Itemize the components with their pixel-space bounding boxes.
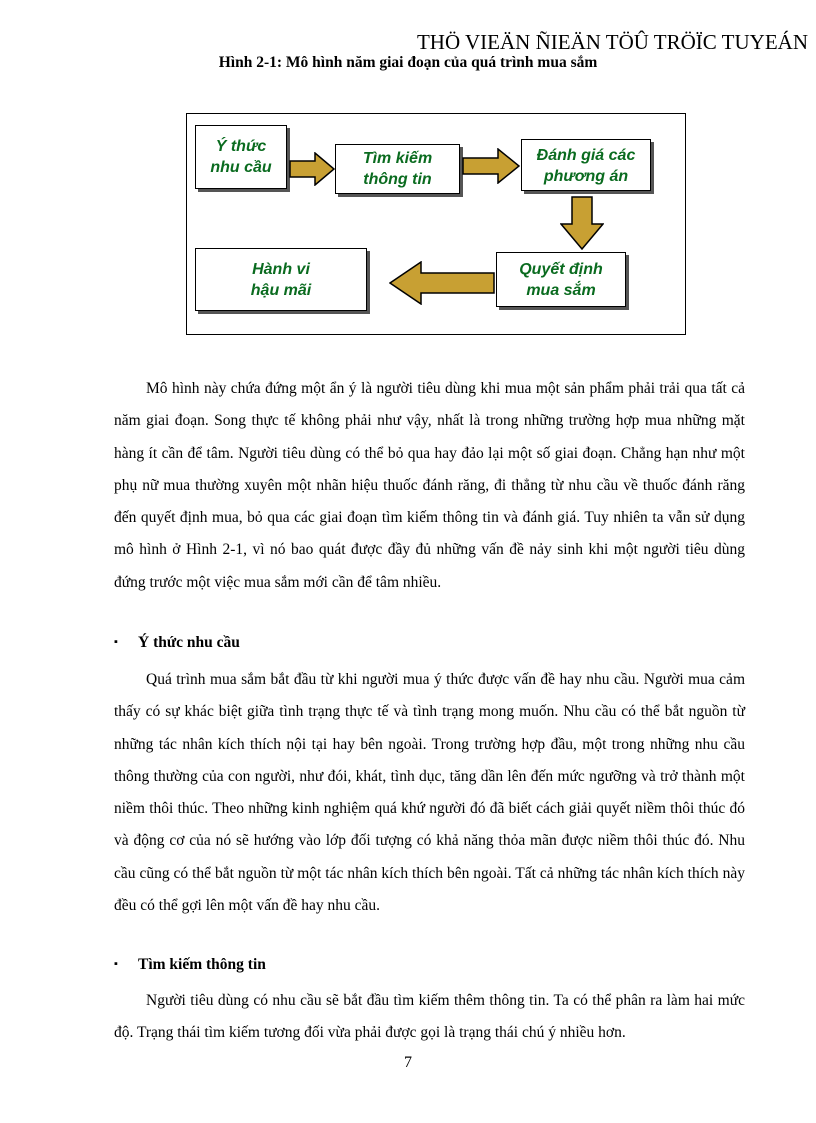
stage-label: Tìm kiếm <box>362 150 433 167</box>
stage-box-information-search <box>335 144 460 194</box>
bullet-icon: ▪ <box>114 636 118 648</box>
bullet-icon: ▪ <box>114 958 118 970</box>
stage-label: phương án <box>543 168 629 185</box>
stage-label: thông tin <box>363 171 432 188</box>
section-heading-information-search <box>114 956 266 974</box>
stage-label: Quyết định <box>519 261 603 278</box>
section-paragraph-information-search: Người tiêu dùng có nhu cầu sẽ bắt đầu tìm kiếm thêm thông tin. Ta có thể phân ra làm hai mức độ. Trạng thái tìm kiếm tương đối vừa phải được gọi là trạng thái chú ý nhiều hơn. <box>114 992 745 1042</box>
watermark-header: THÖ VIEÄN ÑIEÄN TÖÛ TRÖÏC TUYEÁN <box>416 30 808 54</box>
stage-box-purchase-decision <box>496 252 626 307</box>
section-title: Ý thức nhu cầu <box>138 634 240 651</box>
stage-box-evaluation <box>521 139 651 191</box>
intro-paragraph: Mô hình này chứa đứng một ẩn ý là người tiêu dùng khi mua một sản phẩm phải trải qua tất cả năm giai đoạn. Song thực tế không phải như vậy, nhất là trong những trường hợp mua những mặt hàng ít cần để tâm. Người tiêu dùng có thể bỏ qua hay đảo lại một số giai đoạn. Chẳng hạn như một phụ nữ mua thường xuyên một nhãn hiệu thuốc đánh răng, đi thẳng từ nhu cầu về thuốc đánh răng đến quyết định mua, bỏ qua các giai đoạn tìm kiếm thông tin và đánh giá. Tuy nhiên ta vẫn sử dụng mô hình ở Hình 2-1, vì nó bao quát được đầy đủ những vấn đề nảy sinh khi một người tiêu dùng đứng trước một việc mua sắm mới cần để tâm nhiều. <box>114 380 745 591</box>
stage-label: mua sắm <box>526 282 596 299</box>
arrow-left-icon <box>389 261 495 305</box>
section-heading-need-recognition <box>114 634 240 652</box>
arrow-down-icon <box>560 196 604 250</box>
stage-label: Đánh giá các <box>536 147 636 164</box>
arrow-right-icon <box>289 152 335 186</box>
arrow-right-icon <box>462 148 520 184</box>
stage-box-post-purchase <box>195 248 367 311</box>
stage-label: hậu mãi <box>250 282 312 299</box>
page-number: 7 <box>404 1054 412 1071</box>
process-diagram <box>186 113 686 335</box>
stage-box-need-recognition <box>195 125 287 189</box>
figure-caption: Hình 2-1: Mô hình năm giai đoạn của quá trình mua sắm <box>218 54 598 71</box>
stage-label: Ý thức <box>215 138 267 155</box>
section-title: Tìm kiếm thông tin <box>138 956 266 973</box>
stage-label: Hành vi <box>252 261 310 278</box>
stage-label: nhu cầu <box>210 159 272 176</box>
section-paragraph-need-recognition: Quá trình mua sắm bắt đầu từ khi người mua ý thức được vấn đề hay nhu cầu. Người mua cảm thấy có sự khác biệt giữa tình trạng thực tế và tình trạng mong muốn. Nhu cầu có thể bắt nguồn từ những tác nhân kích thích nội tại hay bên ngoài. Trong trường hợp đầu, một trong những nhu cầu thông thường của con người, như đói, khát, tình dục, tăng dần lên đến mức ngưỡng và trở thành một niềm thôi thúc. Theo những kinh nghiệm quá khứ người đó đã biết cách giải quyết niềm thôi thúc đó và động cơ của nó sẽ hướng vào lớp đối tượng có khả năng thỏa mãn được niềm thôi thúc đó. Nhu cầu cũng có thể bắt nguồn từ một tác nhân kích thích bên ngoài. Tất cả những tác nhân kích thích này đều có thể gợi lên một vấn đề hay nhu cầu. <box>114 671 745 915</box>
